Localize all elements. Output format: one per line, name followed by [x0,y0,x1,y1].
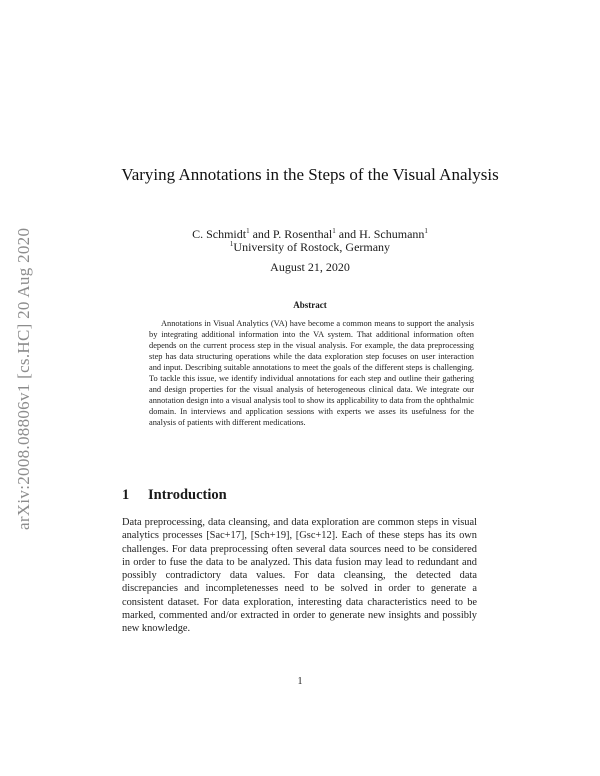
paper-date: August 21, 2020 [270,260,350,274]
section-title: Introduction [148,487,227,503]
arxiv-identifier-stamp: arXiv:2008.08806v1 [cs.HC] 20 Aug 2020 [14,227,33,530]
author-joiner: and [249,227,273,241]
paper-title: Varying Annotations in the Steps of the Visual Analysis [121,165,499,184]
affiliation-marker: 1 [424,227,428,235]
author-name: C. Schmidt [192,227,247,241]
abstract-heading: Abstract [293,300,327,310]
author-joiner: and [335,227,360,241]
abstract-text: Annotations in Visual Analytics (VA) have become a common means to support the analysis by integrating additional information into the VA system. That additional information often depends on the current process step in the visual analysis. For example, the data preprocessing step has data structuring operations while the data exploration step focuses on user interaction and input. Describing suitable annotations to meet the goals of the different steps is challenging. To tackle this issue, we identify individual annotations for each step and outline their gathering and design properties for the visual analysis of heterogeneous clinical data. We integrate our annotation design into a visual analysis tool to show its applicability to data from the ophthalmic domain. In interviews and application sessions with experts we asses its usefulness for the analysis of patients with different medications. [149,319,474,427]
section-heading [122,487,482,504]
section-number: 1 [122,487,130,503]
affiliation-marker: 1 [332,227,336,235]
introduction-paragraph: Data preprocessing, data cleansing, and data exploration are common steps in visual analytics processes [Sac+17], [Sch+19], [Gsc+12]. Each of these steps has its own challenges. For data preprocessing often several data sources need to be considered in order to fuse the data to be analyzed. This data fusion may lead to redundant and possibly contradictory data values. For data cleansing, the detected data discrepancies and incompletenesses need to be solved in order to generate a consistent dataset. For data exploration, interesting data characteristics need to be marked, commented and/or extracted in order to generate new insights and possibly new knowledge. [122,517,477,635]
affiliation [120,237,500,254]
affiliation-text: University of Rostock, Germany [233,240,391,254]
affiliation-marker: 1 [229,240,234,248]
author-name: H. Schumann [359,227,425,241]
page-number: 1 [297,676,303,687]
author-name: P. Rosenthal [272,227,333,241]
affiliation-marker: 1 [246,227,250,235]
